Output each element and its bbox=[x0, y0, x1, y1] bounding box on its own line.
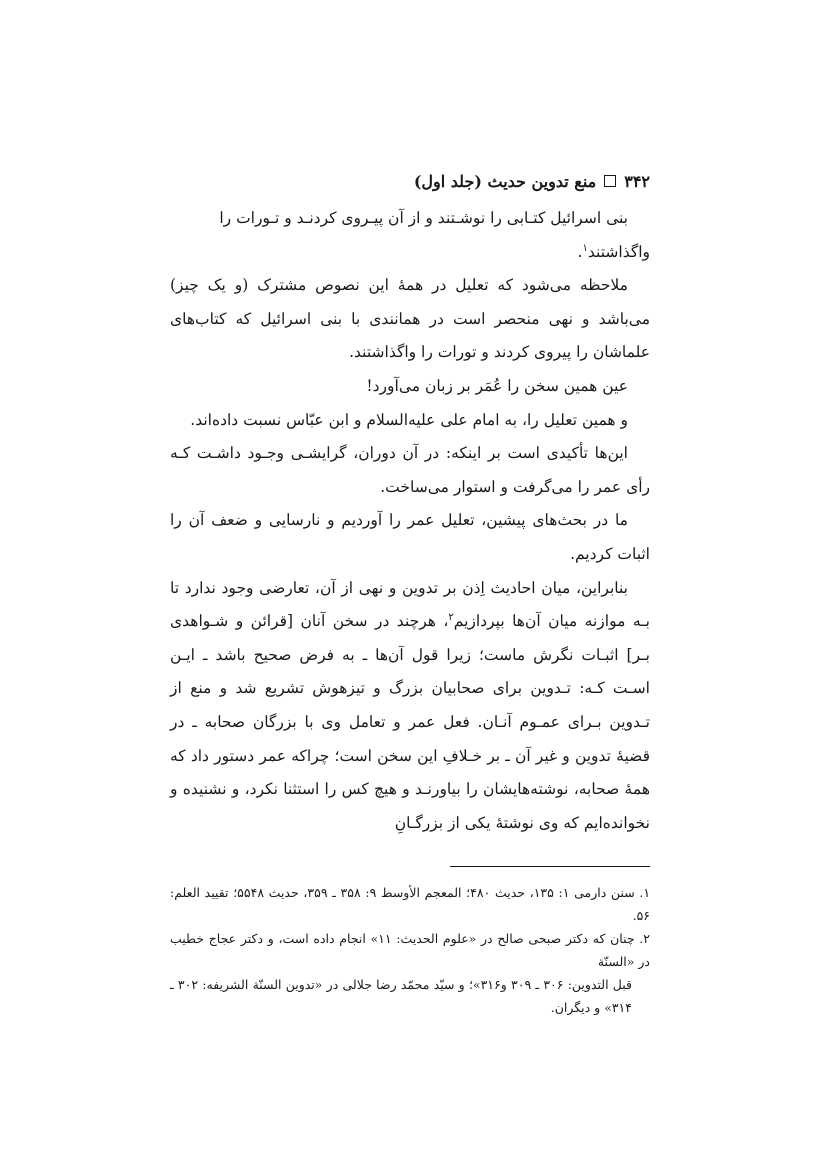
paragraph-7 bbox=[170, 572, 650, 841]
square-box-icon bbox=[604, 175, 616, 187]
paragraph-1-end: . bbox=[577, 242, 583, 261]
footnote-2: ۲. چنان که دکتر صبحی صالح در «علوم الحدیث: ۱۱» انجام داده است، و دکتر عجاج خطیب در «السنّة bbox=[170, 931, 650, 970]
paragraph-4: و همین تعلیل را، به امام علی عليه‌السلام و ابن عبّاس نسبت داده‌اند. bbox=[190, 410, 628, 429]
paragraph-7-part-2: ، هرچند در سخن آنان [قرائن و شـواهدی بـر] اثبـات نگرش ماست؛ زیرا قول آن‌ها ـ به فرض صحیح باشد ـ ایـن اسـت کـه: تـدوین برای صحابیان بزرگ و تیزهوش تشریع شد و منع از تـدوین بـرای عمـوم آنـان. فعل عمر و تعامل وی با بزرگان صحابه ـ در قضیهٔ تدوین و غیر آن ـ بر خـلافِ این سخن است؛ چراکه عمر دستور داد که همهٔ صحابه، نوشته‌هایشان را بیاورنـد و هیچ کس را استثنا نکرد، و نشنیده و نخوانده‌ایم که وی نوشتهٔ یکی از بزرگـانِ bbox=[170, 612, 650, 832]
paragraph-1-line-2: واگذاشتند bbox=[587, 242, 650, 261]
footnote-1: ۱. سنن دارمی ۱: ۱۳۵، حدیث ۴۸۰؛ المعجم الأوسط ۹: ۳۵۸ ـ ۳۵۹، حدیث ۵۵۴۸؛ تقیید العلم: ۵۶. bbox=[170, 885, 651, 924]
paragraph-6: ما در بحث‌های پیشین، تعلیل عمر را آوردیم و نارسایی و ضعف آن را اثبات کردیم. bbox=[170, 511, 650, 563]
running-head bbox=[170, 168, 650, 194]
paragraph-5: این‌ها تأکیدی است بر اینکه: در آن دوران، گرایشـی وجـود داشـت کـه رأی عمر را می‌گرفت و استوار می‌ساخت. bbox=[170, 444, 650, 496]
footnote-divider bbox=[450, 866, 650, 867]
body-text bbox=[170, 202, 650, 840]
paragraph-1-line-1: بنی اسرائیل کتـابی را نوشـتند و از آن پیـروی کردنـد و تـورات را bbox=[219, 209, 628, 227]
paragraph-1 bbox=[170, 202, 650, 269]
book-title: منع تدوین حدیث (جلد اول) bbox=[413, 171, 597, 191]
footnote-ref-2: ۲ bbox=[448, 611, 454, 623]
paragraph-7-part-1: بنابراین، میان احادیث اِذن بر تدوین و نهی از آن، تعارضی وجود ندارد تا بـه موازنه میان آن‌ها بپردازیم bbox=[170, 578, 650, 631]
footnote-2-continued: قبل التدوین: ۳۰۶ ـ ۳۰۹ و۳۱۶»؛ و سیّد محمّد رضا جلالی در «تدوین السنّة الشریفه: ۳۰۲ ـ ۳۱۴» و دیگران. bbox=[170, 977, 633, 1016]
book-page bbox=[170, 168, 650, 1019]
paragraph-2: ملاحظه می‌شود که تعلیل در همهٔ این نصوص مشترک (و یک چیز) می‌باشد و نهی منحصر است در همانندی با بنی اسرائیل که کتاب‌های علماشان را پیروی کردند و تورات را واگذاشتند. bbox=[170, 276, 650, 362]
footnotes bbox=[170, 881, 650, 1019]
footnote-ref-1: ۱ bbox=[582, 242, 588, 254]
page-number: ۳۴۲ bbox=[624, 171, 650, 191]
paragraph-3: عین همین سخن را عُمَر بر زبان می‌آورد! bbox=[366, 376, 628, 395]
